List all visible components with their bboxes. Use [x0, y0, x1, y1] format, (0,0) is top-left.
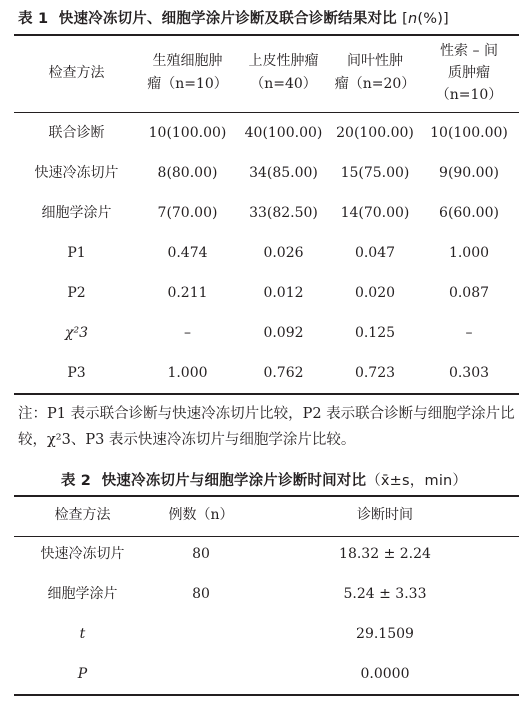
- table1-cell: 15(75.00): [340, 165, 410, 181]
- table2-cell-time: 29.1509: [356, 626, 414, 642]
- table1-cell: 33(82.50): [249, 205, 318, 221]
- table1-cell: 0.762: [263, 365, 304, 381]
- table1-row-label: P3: [67, 365, 86, 381]
- table1-cell: 1.000: [167, 365, 208, 381]
- table2-header-rule: [14, 536, 519, 537]
- table1-cell: 0.474: [167, 245, 208, 261]
- table2-top-rule: [14, 495, 519, 497]
- table1-row-label: 联合诊断: [48, 125, 105, 141]
- table1-cell: 0.087: [448, 285, 490, 301]
- table2-header-method: 检查方法: [54, 507, 111, 523]
- table1-header-rule: [14, 112, 519, 113]
- table2-caption-label: 表 2: [60, 473, 92, 489]
- table1-cell: 0.012: [263, 285, 304, 301]
- table2-row-label: 快速冷冻切片: [40, 546, 125, 562]
- table1-row-label: 细胞学涂片: [41, 205, 112, 221]
- table2-row-label: P: [77, 666, 88, 682]
- table1-cell: 40(100.00): [244, 125, 323, 141]
- table2-cell-count: 80: [192, 586, 210, 602]
- table1-row-label: χ²3: [64, 325, 88, 341]
- table1-caption-unit-open: [: [402, 11, 408, 27]
- table1-cell: 0.723: [354, 365, 396, 381]
- table2-caption-title: 快速冷冻切片与细胞学涂片诊断时间对比: [101, 473, 367, 489]
- table2-cell-count: 80: [192, 546, 210, 562]
- table1-header-col2-line2: （n=40）: [250, 76, 317, 92]
- table2-cell-time: 5.24 ± 3.33: [343, 586, 427, 602]
- table1-cell: 0.020: [354, 285, 396, 301]
- table1-row-label: 快速冷冻切片: [34, 165, 119, 181]
- table2-row-label: 细胞学涂片: [47, 586, 118, 602]
- table1-caption: [0, 7, 528, 28]
- table1-header-col4-line3: （n=10）: [435, 87, 503, 103]
- table1-cell: –: [184, 325, 191, 341]
- table1-header-col3-line1: 间叶性肿: [347, 53, 403, 69]
- table1-cell: 10(100.00): [148, 125, 227, 141]
- table1-cell: 6(60.00): [439, 205, 499, 221]
- table2-header-count: 例数（n）: [168, 507, 234, 523]
- table1-caption-unit-n: n: [407, 11, 418, 27]
- table1-row-label: P1: [67, 245, 86, 261]
- table1-header-method: 检查方法: [48, 65, 105, 81]
- table1-cell: 0.303: [448, 365, 490, 381]
- table1-cell: 0.092: [263, 325, 304, 341]
- table1-cell: 34(85.00): [249, 165, 318, 181]
- table2-row-label: t: [79, 626, 86, 642]
- table1-cell: 20(100.00): [336, 125, 414, 141]
- table2-caption: [0, 469, 528, 490]
- table2-bottom-rule: [14, 694, 519, 696]
- table1-cell: 9(90.00): [439, 165, 499, 181]
- table1-row-label: P2: [67, 285, 86, 301]
- table1-cell: 8(80.00): [157, 165, 218, 181]
- table1-cell: 0.026: [263, 245, 304, 261]
- table1-top-rule: [14, 34, 519, 36]
- table1-header-col4-line1: 性索 – 间: [440, 43, 498, 59]
- table2-caption-unit: （x̄±s，min）: [366, 473, 468, 489]
- table1-header-col1-line1: 生殖细胞肿: [152, 53, 223, 69]
- table1-header-col2-line1: 上皮性肿瘤: [248, 53, 319, 69]
- table2-header-time: 诊断时间: [357, 507, 413, 523]
- table1-caption-title: 快速冷冻切片、细胞学涂片诊断及联合诊断结果对比: [58, 11, 397, 27]
- table1-cell: 0.125: [354, 325, 396, 341]
- table1-cell: 0.047: [354, 245, 396, 261]
- table1-caption-unit-close: (%)]: [417, 11, 449, 27]
- table1-header-col3-line2: 瘤（n=20）: [334, 76, 416, 92]
- table1-cell: 7(70.00): [157, 205, 218, 221]
- table1-cell: 0.211: [167, 285, 208, 301]
- table2-cell-time: 0.0000: [360, 666, 410, 682]
- table1-header-col1-line2: 瘤（n=10）: [147, 76, 228, 92]
- table2-cell-time: 18.32 ± 2.24: [339, 546, 431, 562]
- table1-cell: 1.000: [448, 245, 490, 261]
- table1-caption-label: 表 1: [18, 11, 49, 27]
- table1-cell: –: [465, 325, 473, 341]
- table1-cell: 14(70.00): [340, 205, 410, 221]
- table1-header-col4-line2: 质肿瘤: [448, 65, 490, 81]
- table1-note: 注：P1 表示联合诊断与快速冷冻切片比较，P2 表示联合诊断与细胞学涂片比较，χ²3、P3 表示快速冷冻切片与细胞学涂片比较。: [18, 406, 515, 448]
- table1-cell: 10(100.00): [430, 125, 508, 141]
- table1-bottom-rule: [14, 393, 519, 395]
